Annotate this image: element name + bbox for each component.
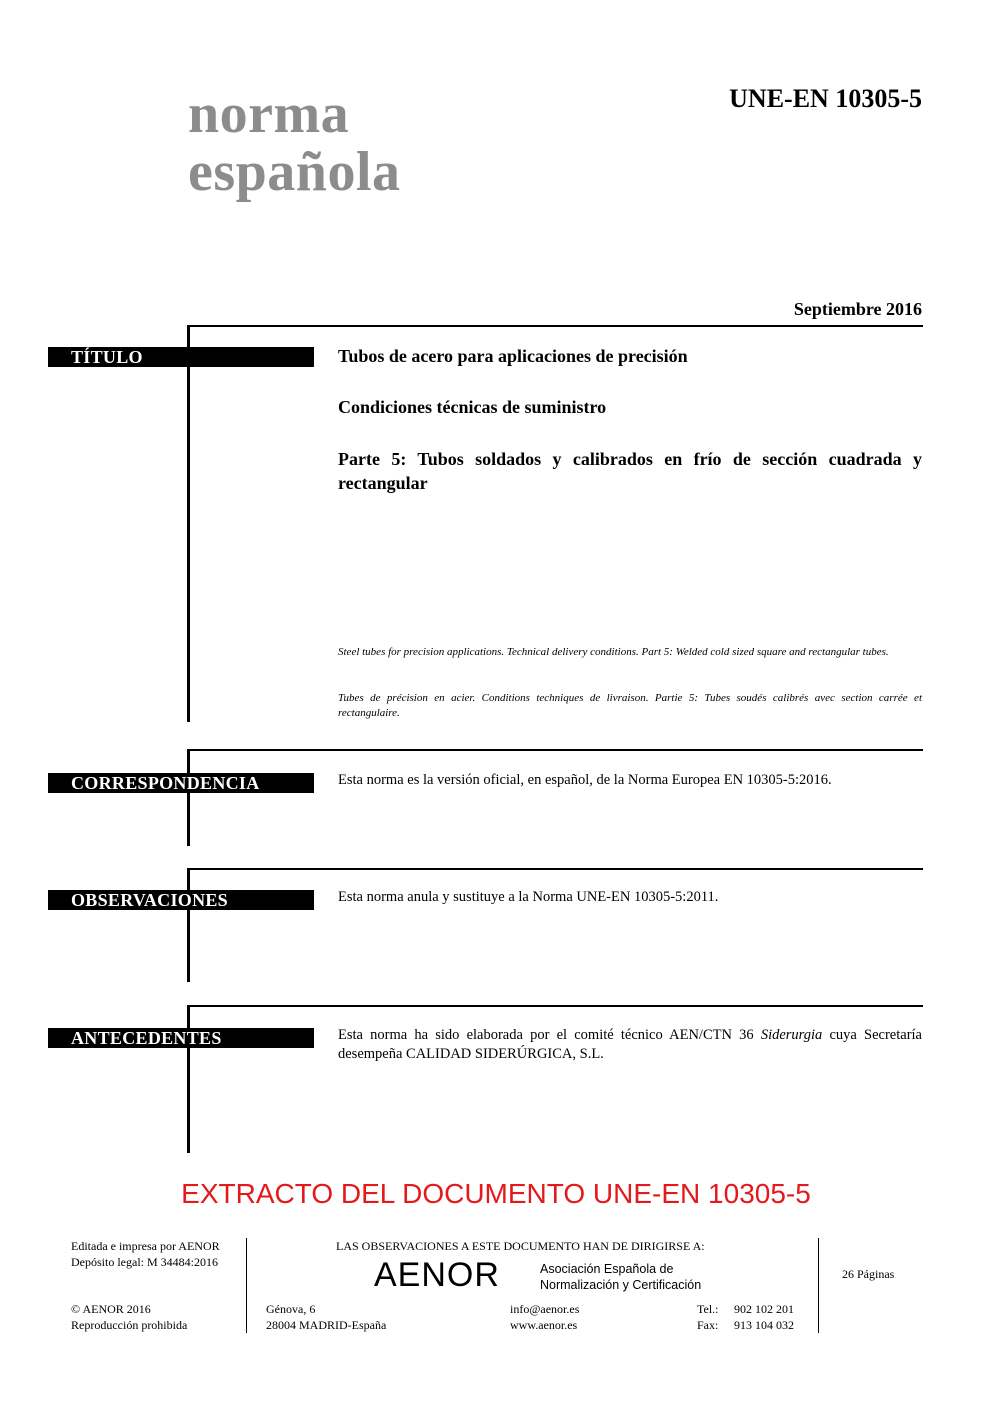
label-antecedentes: ANTECEDENTES bbox=[48, 1028, 314, 1048]
brand-line-2: española bbox=[188, 141, 401, 203]
section-rule-antecedentes bbox=[188, 1005, 923, 1007]
extract-notice: EXTRACTO DEL DOCUMENTO UNE-EN 10305-5 bbox=[181, 1178, 811, 1209]
brand-title bbox=[188, 83, 401, 203]
footer-contact-web bbox=[510, 1301, 579, 1333]
section-rule-titulo bbox=[188, 325, 923, 327]
antecedentes-text-end: cuya Secretaría desempeña CALIDAD SIDERÚRGICA, S.L. bbox=[338, 1027, 922, 1062]
footer-address-1: Génova, 6 bbox=[266, 1302, 316, 1316]
footer-address bbox=[266, 1301, 386, 1333]
label-correspondencia: CORRESPONDENCIA bbox=[48, 773, 314, 793]
section-bar-observaciones bbox=[187, 868, 190, 982]
title-english: Steel tubes for precision applications. Technical delivery conditions. Part 5: Welded cold sized square and rectangular tubes. bbox=[338, 646, 889, 658]
footer-phone bbox=[697, 1301, 794, 1333]
footer-address-2: 28004 MADRID-España bbox=[266, 1318, 387, 1332]
footer-fax: 913 104 032 bbox=[734, 1318, 794, 1332]
section-rule-observaciones bbox=[188, 868, 923, 870]
footer-deposito: Depósito legal: M 34484:2016 bbox=[71, 1255, 218, 1269]
footer-divider-right bbox=[818, 1238, 819, 1333]
section-bar-titulo bbox=[187, 325, 190, 722]
footer-tel-label: Tel.: bbox=[697, 1302, 719, 1316]
antecedentes-text-start: Esta norma ha sido elaborada por el comité técnico AEN/CTN 36 bbox=[338, 1027, 761, 1043]
footer-divider-left bbox=[246, 1238, 247, 1333]
publication-date: Septiembre 2016 bbox=[793, 299, 922, 319]
footer-copyright: © AENOR 2016 bbox=[71, 1302, 151, 1316]
footer-observaciones-header: LAS OBSERVACIONES A ESTE DOCUMENTO HAN DE DIRIGIRSE A: bbox=[336, 1239, 705, 1253]
footer-page-count: 26 Páginas bbox=[842, 1267, 895, 1281]
aenor-logo: AENOR bbox=[374, 1256, 500, 1294]
title-line-2: Condiciones técnicas de suministro bbox=[338, 397, 607, 417]
section-bar-correspondencia bbox=[187, 749, 190, 846]
label-titulo: TÍTULO bbox=[48, 347, 314, 367]
section-rule-correspondencia bbox=[188, 749, 923, 751]
footer-rights bbox=[71, 1301, 187, 1333]
observaciones-text: Esta norma anula y sustituye a la Norma UNE-EN 10305-5:2011. bbox=[338, 889, 719, 905]
correspondencia-text: Esta norma es la versión oficial, en español, de la Norma Europea EN 10305-5:2016. bbox=[338, 772, 832, 788]
title-french: Tubes de précision en acier. Conditions techniques de livraison. Partie 5: Tubes soudés calibrés avec section carrée et rectangulaire. bbox=[338, 692, 922, 719]
footer-edition bbox=[71, 1238, 220, 1270]
footer-web-link[interactable]: www.aenor.es bbox=[510, 1318, 578, 1332]
aenor-sub-line-2: Normalización y Certificación bbox=[540, 1278, 702, 1292]
brand-line-1: norma bbox=[188, 83, 350, 145]
title-line-1: Tubos de acero para aplicaciones de precisión bbox=[338, 346, 688, 366]
label-observaciones: OBSERVACIONES bbox=[48, 890, 314, 910]
footer-email-link[interactable]: info@aenor.es bbox=[510, 1302, 580, 1316]
title-line-3: Parte 5: Tubos soldados y calibrados en frío de sección cuadrada y rectangular bbox=[338, 449, 922, 493]
footer-reproduccion: Reproducción prohibida bbox=[71, 1318, 188, 1332]
footer-edited: Editada e impresa por AENOR bbox=[71, 1239, 220, 1253]
antecedentes-text bbox=[338, 1026, 922, 1064]
document-id: UNE-EN 10305-5 bbox=[729, 84, 922, 113]
aenor-sub-line-1: Asociación Española de bbox=[540, 1262, 674, 1276]
footer-tel: 902 102 201 bbox=[734, 1302, 794, 1316]
aenor-logo-subtitle bbox=[540, 1261, 701, 1293]
footer-fax-label: Fax: bbox=[697, 1318, 719, 1332]
antecedentes-text-italic: Siderurgia bbox=[760, 1027, 823, 1043]
